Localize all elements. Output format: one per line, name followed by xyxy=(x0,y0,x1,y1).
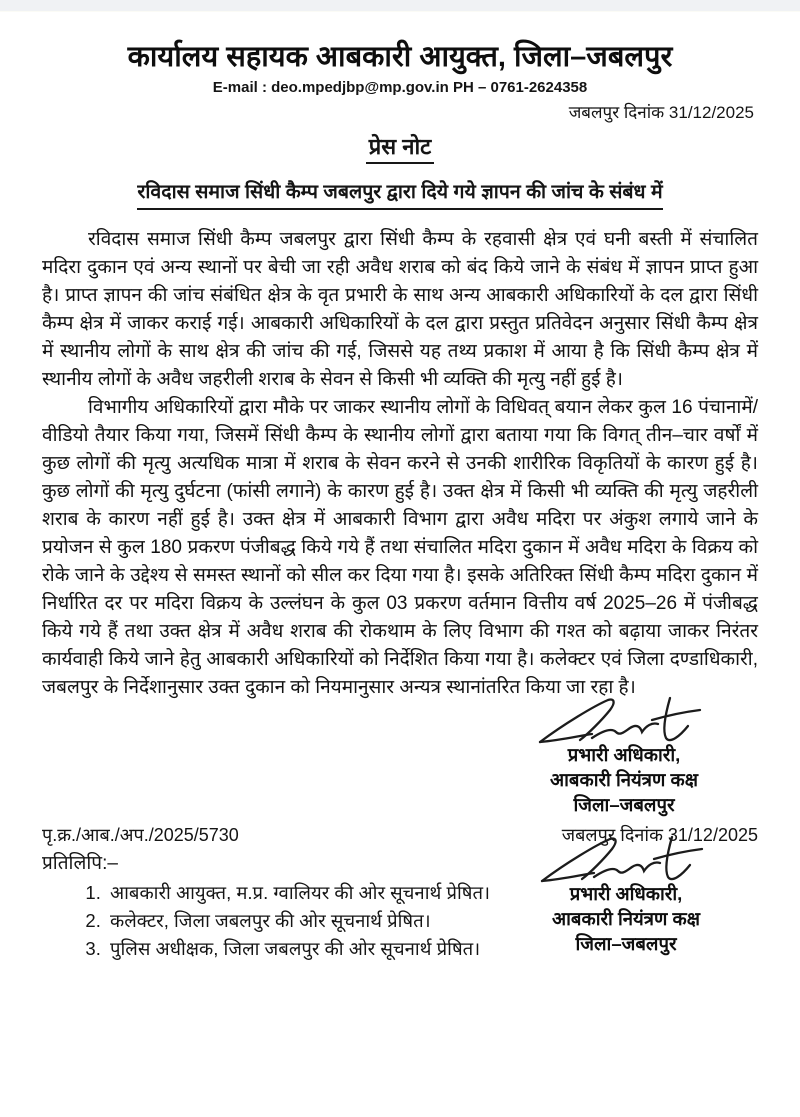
footer-dateline: जबलपुर दिनांक 31/12/2025 xyxy=(561,825,758,845)
copies-heading: प्रतिलिपि:– xyxy=(42,853,118,874)
signatory-designation: प्रभारी अधिकारी, xyxy=(569,883,683,904)
top-strip xyxy=(0,0,800,12)
signatory-district: जिला–जबलपुर xyxy=(573,794,675,815)
document-body xyxy=(42,226,758,702)
doc-type-row xyxy=(42,131,758,161)
doc-type-title: प्रेस नोट xyxy=(366,134,435,164)
paragraph-1: रविदास समाज सिंधी कैम्प जबलपुर द्वारा सिंधी कैम्प के रहवासी क्षेत्र एवं घनी बस्ती में संचालित मदिरा दुकान एवं अन्य स्थानों पर बेची जा रही अवैध शराब को बंद किये जाने के संबंध में ज्ञापन प्राप्त हुआ है। प्राप्त ज्ञापन की जांच संबंधित क्षेत्र के वृत प्रभारी के साथ अन्य आबकारी अधिकारियों के दल द्वारा सिंधी कैम्प क्षेत्र में जाकर कराई गई। आबकारी अधिकारियों के दल द्वारा प्रस्तुत प्रतिवेदन अनुसार सिंधी कैम्प क्षेत्र में स्थानीय लोगों के साथ क्षेत्र की जांच की गई, जिससे यह तथ्य प्रकाश में आया है कि सिंधी कैम्प क्षेत्र में स्थानीय लोगों के अवैध जहरीली शराब के सेवन से किसी भी व्यक्ति की मृत्यु नहीं हुई है। xyxy=(42,229,758,390)
copy-recipient-3: 3. पुलिस अधीक्षक, जिला जबलपुर की ओर सूचनार्थ प्रेषित। xyxy=(106,935,758,963)
signatory-office: आबकारी नियंत्रण कक्ष xyxy=(550,769,698,790)
copy-recipient-2: 2. कलेक्टर, जिला जबलपुर की ओर सूचनार्थ प्रेषित। xyxy=(106,907,758,935)
subject-row xyxy=(42,177,758,210)
signatory-designation: प्रभारी अधिकारी, xyxy=(567,744,681,765)
signature-icon xyxy=(534,696,714,748)
signatory-district: जिला–जबलपुर xyxy=(575,933,677,954)
press-note-document xyxy=(0,12,800,963)
signature-icon xyxy=(536,835,716,887)
subject-line: रविदास समाज सिंधी कैम्प जबलपुर द्वारा दिये गये ज्ञापन की जांच के संबंध में xyxy=(137,177,662,210)
header-dateline: जबलपुर दिनांक 31/12/2025 xyxy=(568,103,754,122)
copies-section xyxy=(42,849,758,963)
contact-line: E-mail : deo.mpedjbp@mp.gov.in PH – 0761-2624358 xyxy=(212,79,588,96)
signatory-office: आबकारी नियंत्रण कक्ष xyxy=(552,908,700,929)
paragraph-2: विभागीय अधिकारियों द्वारा मौके पर जाकर स्थानीय लोगों के विधिवत् बयान लेकर कुल 16 पंचानामें/वीडियो तैयार किया गया, जिसमें सिंधी कैम्प के स्थानीय लोगों द्वारा बताया गया कि विगत् तीन–चार वर्षों में कुछ लोगों की मृत्यु अत्यधिक मात्रा में शराब के सेवन करने से उनकी शारीरिक विकृतियों के कारण हुई है। कुछ लोगों की मृत्यु दुर्घटना (फांसी लगाने) के कारण हुई है। उक्त क्षेत्र में किसी भी व्यक्ति की मृत्यु जहरीली शराब के कारण नहीं हुई है। उक्त क्षेत्र में आबकारी विभाग द्वारा अवैध मदिरा पर अंकुश लगाये जाने के प्रयोजन से कुल 180 प्रकरण पंजीबद्ध किये गये हैं तथा संचालित मदिरा दुकान में अवैध मदिरा के विक्रय को रोके जाने के उद्देश्य से समस्त स्थानों को सील कर दिया गया है। इसके अतिरिक्त सिंधी कैम्प मदिरा दुकान में निर्धारित दर पर मदिरा विक्रय के उल्लंघन के कुल 03 प्रकरण वर्तमान वित्तीय वर्ष 2025–26 में पंजीबद्ध किये गये हैं तथा उक्त क्षेत्र में अवैध शराब की रोकथाम के लिए विभाग की गश्त को बढ़ाया जाकर निरंतर कार्यवाही किये जाने हेतु आबकारी अधिकारियों को निर्देशित किया गया है। कलेक्टर एवं जिला दण्डाधिकारी, जबलपुर के निर्देशानुसार उक्त दुकान को नियमानुसार अन्यत्र स्थानांतरित किया जा रहा है। xyxy=(42,397,758,698)
reference-number: पृ.क्र./आब./अप./2025/5730 xyxy=(42,825,239,845)
signature-block-bottom xyxy=(506,835,746,956)
document-header xyxy=(42,36,758,210)
copy-recipient-1: 1. आबकारी आयुक्त, म.प्र. ग्वालियर की ओर सूचनार्थ प्रेषित। xyxy=(106,879,758,907)
office-title: कार्यालय सहायक आबकारी आयुक्त, जिला–जबलपुर xyxy=(127,41,673,73)
signature-block-top xyxy=(504,696,744,817)
